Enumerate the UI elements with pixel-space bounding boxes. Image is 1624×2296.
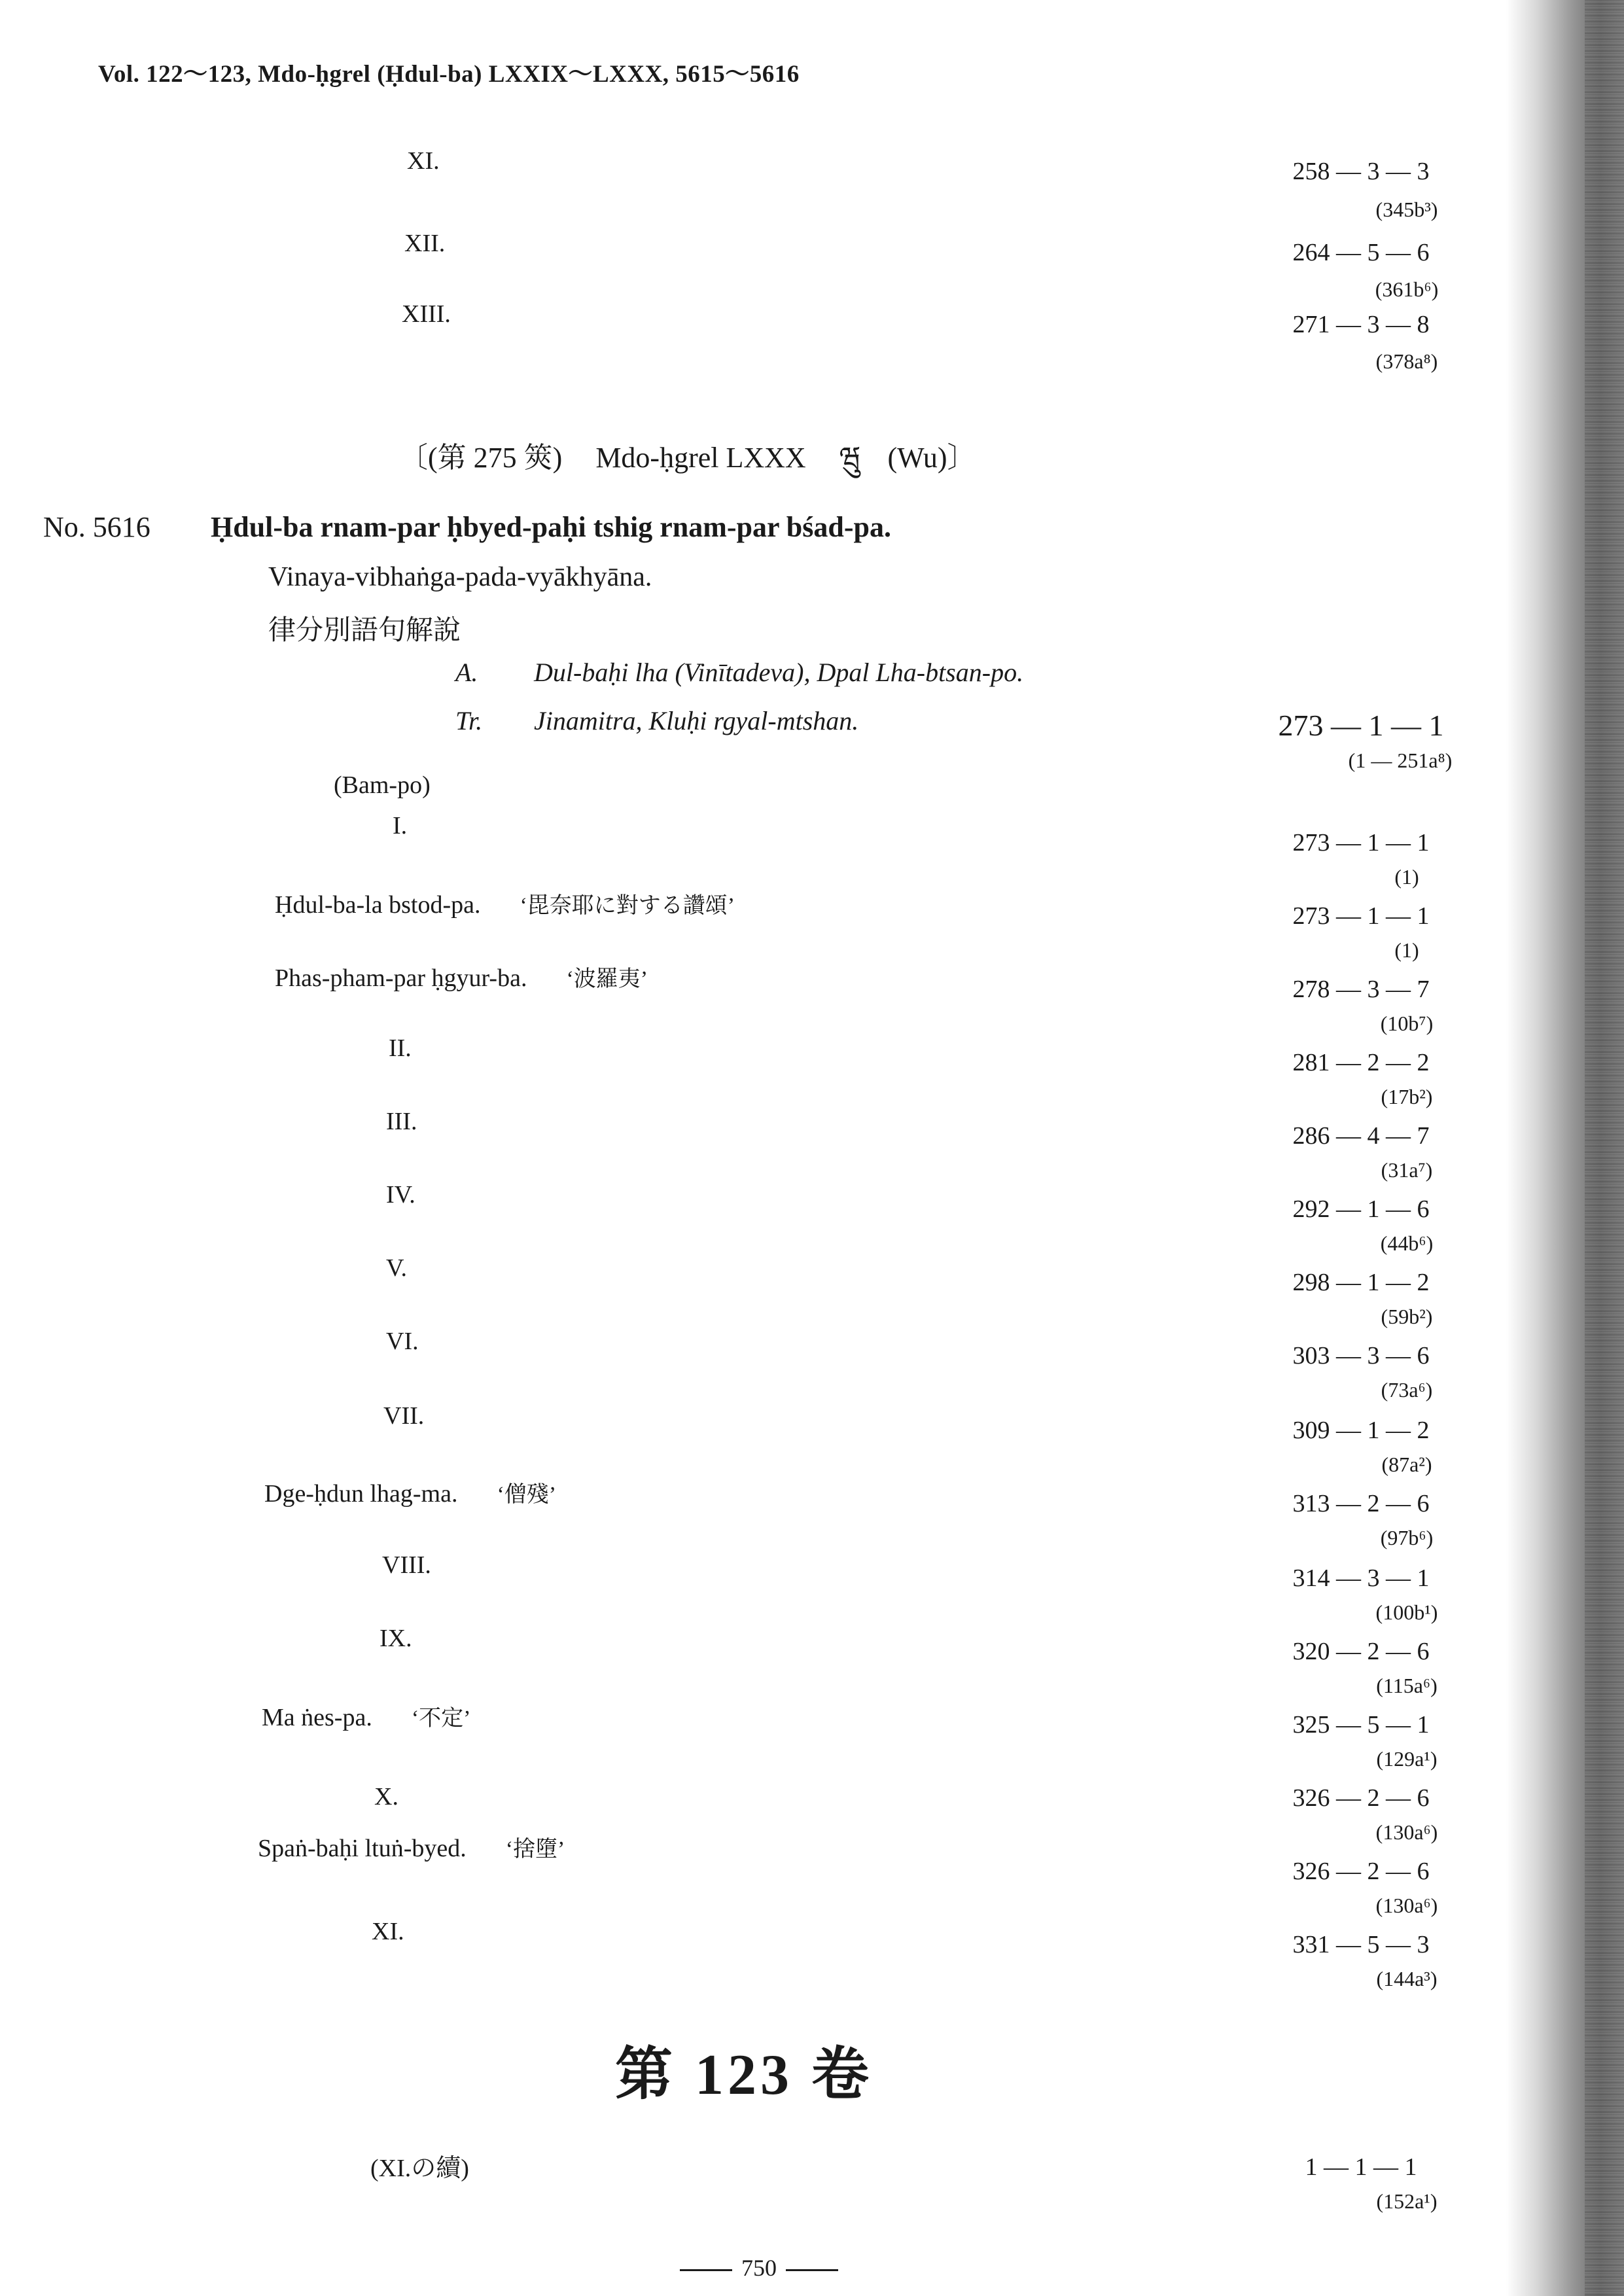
translator-label: Tr. [455,706,483,735]
row-text [262,1700,471,1732]
row-text [264,1476,556,1508]
row-ref: 273 — 1 — 1 [1292,902,1430,930]
continuation-label: (XI.の續) [370,2155,469,2182]
entry-sub: (1 — 251a⁸) [1348,749,1453,772]
page-number-value: 750 [741,2255,777,2281]
row-label: Ma ṅes-pa. [262,1704,372,1731]
row-label: Ḥdul-ba-la bstod-pa. [275,891,481,919]
row-sub: (44b⁶) [1380,1231,1434,1255]
author-label: A. [455,658,478,687]
top-row-roman: XII. [404,230,446,257]
row-japanese: ‘不定’ [411,1706,471,1731]
section-heading [399,425,976,506]
entry-title: Ḥdul-ba rnam-par ḥbyed-paḥi tshig rnam-par bśad-pa. [211,511,891,543]
row-text: X. [374,1783,398,1810]
row-label: Dge-ḥdun lhag-ma. [264,1480,458,1508]
row-sub: (1) [1394,938,1419,962]
row-ref: 326 — 2 — 6 [1292,1858,1430,1885]
row-text: XI. [372,1918,404,1945]
row-ref: 281 — 2 — 2 [1292,1049,1430,1076]
row-text: IV. [386,1181,415,1209]
author: Dul-baḥi lha (Vinītadeva), Dpal Lha-btsan-po. [534,658,1024,687]
row-sub: (17b²) [1381,1085,1433,1108]
volume-heading: 第 123 卷 [615,2043,874,2107]
section-label: Mdo-ḥgrel LXXX [595,442,806,474]
entry-ref: 273 — 1 — 1 [1278,709,1444,742]
section-open: 〔(第 275 筴) [399,442,563,474]
row-text: I. [393,812,408,839]
row-japanese: ‘僧殘’ [497,1483,557,1507]
top-row-ref: 258 — 3 — 3 [1292,158,1430,185]
row-ref: 313 — 2 — 6 [1292,1490,1430,1517]
tibetan-letter-glyph: ཝུ [839,442,861,474]
row-ref: 273 — 1 — 1 [1292,829,1430,857]
row-text [275,887,735,919]
row-sub: (129a¹) [1376,1747,1438,1771]
continuation-ref: 1 — 1 — 1 [1305,2153,1417,2181]
entry-number: No. 5616 [43,511,150,543]
row-ref: 292 — 1 — 6 [1292,1195,1430,1223]
row-text: VIII. [382,1551,431,1579]
row-text: II. [389,1034,412,1062]
row-sub: (87a²) [1381,1453,1432,1476]
row-sub: (31a⁷) [1381,1158,1433,1182]
row-ref: 331 — 5 — 3 [1292,1931,1430,1958]
row-text [258,1831,565,1863]
row-sub: (144a³) [1376,1967,1438,1990]
top-row-ref: 264 — 5 — 6 [1292,239,1430,266]
bampo-label: (Bam-po) [334,771,431,799]
row-ref: 309 — 1 — 2 [1292,1417,1430,1444]
japanese-title: 律分別語句解說 [268,616,461,646]
folio-dash-right [786,2269,838,2271]
row-label: Phas-pham-par ḥgyur-ba. [275,964,527,992]
row-text: VII. [383,1402,425,1430]
row-ref: 298 — 1 — 2 [1292,1269,1430,1296]
row-sub: (115a⁶) [1376,1674,1438,1697]
folio-dash-left [680,2269,732,2271]
row-sub: (1) [1394,865,1419,889]
row-ref: 314 — 3 — 1 [1292,1564,1430,1592]
top-row-sub: (361b⁶) [1375,277,1439,301]
row-sub: (130a⁶) [1375,1894,1438,1917]
row-ref: 303 — 3 — 6 [1292,1342,1430,1369]
top-row-ref: 271 — 3 — 8 [1292,311,1430,338]
row-text: V. [386,1254,408,1282]
top-row-sub: (345b³) [1375,198,1438,221]
row-text [275,961,648,993]
row-ref: 278 — 3 — 7 [1292,976,1430,1003]
row-text: IX. [380,1625,412,1652]
row-japanese: ‘波羅夷’ [566,967,648,991]
row-ref: 286 — 4 — 7 [1292,1122,1430,1150]
row-ref: 326 — 2 — 6 [1292,1784,1430,1812]
running-header: Vol. 122〜123, Mdo-ḥgrel (Ḥdul-ba) LXXIX〜LXXX, 5615〜5616 [98,61,800,88]
row-sub: (59b²) [1381,1305,1433,1328]
row-ref: 320 — 2 — 6 [1292,1638,1430,1665]
row-ref: 325 — 5 — 1 [1292,1711,1430,1739]
top-row-roman: XI. [407,147,440,175]
page-number [661,2254,857,2282]
row-label: Spaṅ-baḥi ltuṅ-byed. [258,1835,467,1862]
row-sub: (100b¹) [1375,1600,1438,1624]
row-japanese: ‘捨墮’ [505,1837,565,1862]
top-row-roman: XIII. [402,300,451,328]
top-row-sub: (378a⁸) [1375,349,1438,373]
sanskrit-title: Vinaya-vibhaṅga-pada-vyākhyāna. [268,562,652,592]
row-text: III. [386,1108,417,1135]
row-sub: (73a⁶) [1381,1378,1433,1402]
row-sub: (130a⁶) [1375,1820,1438,1844]
page-spine-texture [1585,0,1624,2296]
row-japanese: ‘毘奈耶に對する讚頌’ [520,894,735,918]
row-sub: (10b⁷) [1380,1012,1434,1035]
row-sub: (97b⁶) [1380,1526,1434,1549]
section-close: (Wu)〕 [887,442,976,474]
continuation-sub: (152a¹) [1376,2189,1438,2213]
row-text: VI. [386,1328,419,1355]
translator: Jinamitra, Kluḥi rgyal-mtshan. [534,706,859,735]
